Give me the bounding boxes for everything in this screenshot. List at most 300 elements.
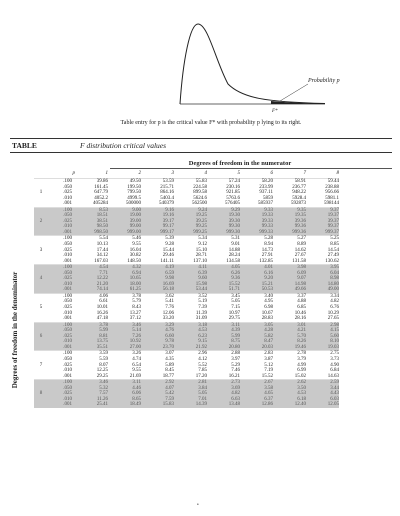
value-cell: 10.65 (108, 276, 141, 282)
value-cell: 3.97 (231, 356, 240, 362)
value-cell: 31.09 (195, 316, 207, 322)
column-header-8: 8 (336, 171, 339, 176)
value-cell: 15.52 (261, 373, 273, 379)
denominator-df-cell: 2 (34, 219, 48, 225)
value-cell: 6.54 (132, 362, 141, 368)
value-cell: 5624.6 (193, 195, 207, 201)
value-cell: 3.18 (174, 322, 207, 328)
p-cell: .025 (63, 247, 72, 253)
value-cell: 98.50 (75, 224, 108, 230)
value-cell: 5.31 (207, 236, 240, 242)
value-cell: 17.20 (195, 373, 207, 379)
p-cell: .001 (48, 345, 75, 351)
value-cell: 7.19 (264, 368, 273, 374)
denominator-df-cell: 3 (39, 247, 43, 253)
value-cell: 3.44 (306, 386, 339, 392)
value-cell: 230.16 (226, 184, 240, 190)
p-cell: .025 (48, 219, 75, 225)
df-header-cell (34, 169, 48, 179)
value-cell: 99.17 (141, 224, 174, 230)
value-cell: 6.37 (240, 397, 273, 403)
value-cell: 39.37 (306, 219, 339, 225)
value-cell: 28.16 (294, 316, 306, 322)
value-cell: 4.53 (174, 328, 207, 334)
p-cell: .001 (63, 373, 72, 379)
value-cell: 28.71 (195, 253, 207, 259)
value-cell: 21.69 (129, 373, 141, 379)
value-cell: 2.78 (273, 351, 306, 357)
value-cell: 134.58 (226, 258, 240, 264)
value-cell: 5763.6 (226, 195, 240, 201)
value-cell: 4052.2 (94, 195, 108, 201)
value-cell: 2.83 (240, 351, 273, 357)
value-cell: 8.85 (330, 242, 339, 248)
value-cell: 9.35 (273, 207, 306, 213)
value-cell: 9.36 (207, 276, 240, 282)
value-cell: 161.45 (94, 184, 108, 190)
value-cell: 58.20 (240, 179, 273, 185)
value-cell: 6.84 (330, 368, 339, 374)
value-cell: 3.45 (207, 293, 240, 299)
value-cell: 540379 (159, 201, 174, 207)
value-cell: 937.11 (259, 190, 273, 196)
value-cell: 8.53 (75, 207, 108, 213)
value-cell: 19.30 (207, 213, 240, 219)
value-cell: 4.95 (264, 299, 273, 305)
value-cell: 7.15 (231, 305, 240, 311)
value-cell: 13.48 (207, 402, 240, 408)
value-cell: 4.76 (141, 328, 174, 334)
value-cell: 61.25 (108, 287, 141, 293)
value-cell: 19.37 (306, 213, 339, 219)
value-cell: 12.06 (162, 310, 174, 316)
value-cell: 99.25 (174, 224, 207, 230)
value-cell: 5.27 (273, 236, 306, 242)
value-cell: 39.33 (240, 219, 273, 225)
value-cell: 10.97 (228, 310, 240, 316)
value-cell: 6.61 (99, 299, 108, 305)
value-cell: 956.66 (325, 190, 339, 196)
value-cell: 19.16 (141, 213, 174, 219)
column-header-2: 2 (138, 171, 141, 176)
value-cell: 5.41 (165, 299, 174, 305)
value-cell: 47.18 (96, 316, 108, 322)
value-cell: 3.46 (108, 322, 141, 328)
value-cell: 8.75 (207, 339, 240, 345)
table-caption: Table entry for p is the critical value F* with probability p lying to its right. (120, 120, 302, 126)
value-cell: 5.28 (240, 236, 273, 242)
p-cell: .100 (48, 322, 75, 328)
value-cell: 12.22 (75, 276, 108, 282)
value-cell: 9.07 (273, 276, 306, 282)
value-cell: 5.54 (75, 236, 108, 242)
value-cell: 39.36 (273, 219, 306, 225)
value-cell: 3.11 (108, 380, 141, 386)
p-cell: .001 (63, 316, 72, 322)
value-cell: 21.20 (75, 282, 108, 288)
header-rule (10, 152, 392, 153)
value-cell: 6.16 (240, 271, 273, 277)
value-cell: 4.12 (198, 356, 207, 362)
value-cell: 11.39 (195, 310, 207, 316)
p-cell: .100 (48, 236, 75, 242)
value-cell: 14.80 (306, 282, 339, 288)
value-cell: 39.30 (207, 219, 240, 225)
value-cell: 28.83 (261, 316, 273, 322)
value-cell: 2.96 (174, 351, 207, 357)
value-cell: 4.01 (240, 265, 273, 271)
value-cell: 999.00 (108, 230, 141, 236)
value-cell: 3.37 (273, 293, 306, 299)
value-cell: 53.44 (174, 287, 207, 293)
p-cell: .010 (63, 310, 72, 316)
p-cell: .025 (48, 391, 75, 397)
value-cell: 4.43 (306, 391, 339, 397)
p-cell: .010 (63, 253, 72, 259)
value-cell: 4.07 (141, 386, 174, 392)
value-cell: 29.25 (96, 373, 108, 379)
p-cell: .100 (48, 351, 75, 357)
value-cell: 5.42 (141, 391, 174, 397)
value-cell: 18.00 (108, 282, 141, 288)
value-cell: 27.91 (261, 253, 273, 259)
value-cell: 500000 (126, 201, 141, 207)
value-cell: 8.07 (99, 362, 108, 368)
p-cell: .100 (48, 265, 75, 271)
value-cell: 9.33 (240, 207, 273, 213)
value-cell: 4.65 (240, 391, 273, 397)
density-curve (180, 24, 325, 104)
value-cell: 3.62 (141, 293, 174, 299)
value-cell: 238.88 (325, 184, 339, 190)
p-cell: .001 (63, 258, 72, 264)
value-cell: 14.88 (228, 247, 240, 253)
p-cell: .025 (63, 362, 72, 368)
value-cell: 12.86 (240, 402, 273, 408)
value-cell: 8.98 (306, 276, 339, 282)
value-cell: 5.99 (75, 328, 108, 334)
value-cell: 5.46 (108, 236, 141, 242)
p-cell: .010 (63, 195, 72, 201)
value-cell: 5859 (263, 195, 273, 201)
value-cell: 2.81 (174, 380, 207, 386)
value-cell: 6.63 (207, 397, 240, 403)
value-cell: 5.29 (231, 362, 240, 368)
p-cell: .025 (63, 305, 72, 311)
value-cell: 4.99 (297, 362, 306, 368)
value-cell: 6.59 (141, 271, 174, 277)
value-cell: 899.58 (193, 190, 207, 196)
value-cell: 5.12 (264, 362, 273, 368)
value-cell: 5.52 (198, 362, 207, 368)
p-cell: .050 (48, 271, 75, 277)
value-cell: 16.21 (228, 373, 240, 379)
value-cell: 131.58 (292, 258, 306, 264)
value-cell: 148.50 (127, 258, 141, 264)
value-cell: 37.12 (129, 316, 141, 322)
value-cell: 49.00 (306, 287, 339, 293)
value-cell: 4.39 (207, 328, 240, 334)
value-cell: 3.87 (264, 356, 273, 362)
value-cell: 4.05 (207, 265, 240, 271)
value-cell: 2.75 (306, 351, 339, 357)
value-cell: 3.34 (306, 293, 339, 299)
p-cell: .010 (48, 339, 75, 345)
value-cell: 5.89 (165, 362, 174, 368)
value-cell: 5.82 (240, 334, 273, 340)
value-cell: 7.01 (174, 397, 207, 403)
column-header-4: 4 (204, 171, 207, 176)
value-cell: 9.29 (207, 207, 240, 213)
value-cell: 3.52 (174, 293, 207, 299)
value-cell: 4.90 (330, 362, 339, 368)
top-rule (10, 138, 392, 139)
p-cell: .050 (63, 184, 72, 190)
value-cell: 19.03 (306, 345, 339, 351)
value-cell: 4999.5 (127, 195, 141, 201)
value-cell: 14.63 (327, 373, 339, 379)
denominator-df-title: Degrees of freedom in the denominator (11, 271, 19, 389)
value-cell: 3.11 (207, 322, 240, 328)
value-cell: 5981.1 (325, 195, 339, 201)
value-cell: 15.52 (207, 282, 240, 288)
value-cell: 56.18 (141, 287, 174, 293)
value-cell: 2.92 (141, 380, 174, 386)
value-cell: 7.76 (165, 305, 174, 311)
value-cell: 5.14 (108, 328, 141, 334)
value-cell: 598144 (324, 201, 339, 207)
value-cell: 9.55 (132, 242, 141, 248)
value-cell: 10.67 (261, 310, 273, 316)
value-cell: 3.95 (306, 265, 339, 271)
value-cell: 4.82 (330, 299, 339, 305)
value-cell: 6.09 (273, 271, 306, 277)
value-cell: 18.49 (108, 402, 141, 408)
value-cell: 576405 (225, 201, 240, 207)
value-cell: 39.00 (108, 219, 141, 225)
value-cell: 405284 (93, 201, 108, 207)
value-cell: 3.05 (240, 322, 273, 328)
value-cell: 6.60 (141, 334, 174, 340)
column-header-6: 6 (270, 171, 273, 176)
value-cell: 3.59 (75, 351, 108, 357)
value-cell: 99.37 (306, 224, 339, 230)
value-cell: 999.36 (273, 230, 306, 236)
value-cell: 10.92 (108, 339, 141, 345)
p-cell: .001 (48, 402, 75, 408)
value-cell: 6.06 (108, 391, 141, 397)
p-cell: .100 (48, 207, 75, 213)
f-critical-values-table (34, 169, 339, 408)
value-cell: 4.11 (174, 265, 207, 271)
value-cell: 39.17 (141, 219, 174, 225)
value-cell: 2.59 (306, 380, 339, 386)
value-cell: 4.06 (75, 293, 108, 299)
value-cell: 5.39 (141, 236, 174, 242)
value-cell: 35.51 (75, 345, 108, 351)
value-cell: 11.26 (75, 397, 108, 403)
value-cell: 18.51 (75, 213, 108, 219)
value-cell: 57.24 (207, 179, 240, 185)
value-cell: 8.89 (297, 242, 306, 248)
value-cell: 14.39 (174, 402, 207, 408)
value-cell: 39.86 (75, 179, 108, 185)
value-cell: 5.99 (207, 334, 240, 340)
value-cell: 141.11 (160, 258, 174, 264)
value-cell: 5.05 (231, 299, 240, 305)
p-cell: .050 (48, 386, 75, 392)
value-cell: 799.50 (127, 190, 141, 196)
value-cell: 53.59 (141, 179, 174, 185)
value-cell: 49.66 (273, 287, 306, 293)
value-cell: 12.25 (96, 368, 108, 374)
page-mark: • (197, 503, 199, 508)
value-cell: 2.73 (207, 380, 240, 386)
p-cell: .100 (48, 293, 75, 299)
value-cell: 15.98 (174, 282, 207, 288)
p-cell: .025 (48, 334, 75, 340)
value-cell: 34.12 (96, 253, 108, 259)
value-cell: 23.70 (141, 345, 174, 351)
value-cell: 3.98 (273, 265, 306, 271)
value-cell: 19.25 (174, 213, 207, 219)
value-cell: 6.03 (306, 397, 339, 403)
value-cell: 10.46 (294, 310, 306, 316)
value-cell: 18.77 (162, 373, 174, 379)
value-cell: 864.16 (160, 190, 174, 196)
value-cell: 9.16 (141, 207, 174, 213)
value-cell: 3.69 (207, 386, 240, 392)
value-cell: 2.88 (207, 351, 240, 357)
value-cell: 8.94 (264, 242, 273, 248)
denominator-df-cell (34, 402, 48, 408)
value-cell: 20.03 (240, 345, 273, 351)
value-cell: 8.47 (240, 339, 273, 345)
value-cell: 8.43 (132, 305, 141, 311)
value-cell: 3.78 (75, 322, 108, 328)
value-cell: 647.79 (94, 190, 108, 196)
value-cell: 921.85 (226, 190, 240, 196)
p-cell: .050 (48, 213, 75, 219)
value-cell: 7.85 (198, 368, 207, 374)
denominator-df-cell: 4 (34, 276, 48, 282)
value-cell: 99.30 (207, 224, 240, 230)
denominator-df-cell: 8 (34, 391, 48, 397)
value-cell: 4.21 (273, 328, 306, 334)
value-cell: 3.79 (297, 356, 306, 362)
value-cell: 9.15 (174, 339, 207, 345)
value-cell: 3.26 (108, 351, 141, 357)
value-cell: 6.99 (297, 368, 306, 374)
value-cell: 5.32 (75, 386, 108, 392)
value-cell: 236.77 (292, 184, 306, 190)
value-cell: 8.10 (306, 339, 339, 345)
value-cell: 51.71 (207, 287, 240, 293)
value-cell: 6.18 (273, 397, 306, 403)
value-cell: 99.00 (108, 224, 141, 230)
value-cell: 3.73 (330, 356, 339, 362)
value-cell: 6.26 (207, 271, 240, 277)
value-cell: 5.05 (174, 391, 207, 397)
value-cell: 3.40 (240, 293, 273, 299)
value-cell: 137.10 (193, 258, 207, 264)
p-cell: .010 (48, 397, 75, 403)
value-cell: 39.25 (174, 219, 207, 225)
value-cell: 10.29 (327, 310, 339, 316)
value-cell: 9.37 (306, 207, 339, 213)
value-cell: 6.76 (330, 305, 339, 311)
value-cell: 585937 (258, 201, 273, 207)
value-cell: 4.15 (306, 328, 339, 334)
numerator-df-title: Degrees of freedom in the numerator (188, 160, 292, 167)
value-cell: 167.03 (94, 258, 108, 264)
value-cell: 29.46 (162, 253, 174, 259)
p-cell: .001 (48, 287, 75, 293)
value-cell: 9.78 (141, 339, 174, 345)
value-cell: 5.34 (174, 236, 207, 242)
table-label: TABLE (12, 141, 37, 150)
value-cell: 15.21 (240, 282, 273, 288)
value-cell: 5.79 (132, 299, 141, 305)
value-cell: 4.88 (297, 299, 306, 305)
value-cell: 9.12 (198, 242, 207, 248)
p-header: p (72, 171, 75, 176)
value-cell: 25.41 (75, 402, 108, 408)
value-cell: 5.60 (306, 334, 339, 340)
value-cell: 6.85 (297, 305, 306, 311)
value-cell: 224.58 (193, 184, 207, 190)
value-cell: 14.98 (273, 282, 306, 288)
value-cell: 2.62 (273, 380, 306, 386)
p-cell: .050 (48, 328, 75, 334)
column-header-row (34, 169, 339, 179)
value-cell: 14.54 (327, 247, 339, 253)
value-cell: 4.28 (240, 328, 273, 334)
value-cell: 3.50 (273, 386, 306, 392)
value-cell: 15.10 (195, 247, 207, 253)
column-header-5: 5 (237, 171, 240, 176)
value-cell: 50.53 (240, 287, 273, 293)
value-cell: 16.69 (141, 282, 174, 288)
denominator-df-cell: 6 (34, 334, 48, 340)
value-cell: 30.82 (129, 253, 141, 259)
value-cell: 19.46 (273, 345, 306, 351)
value-cell: 28.24 (228, 253, 240, 259)
value-cell: 7.26 (108, 334, 141, 340)
value-cell: 10.01 (96, 305, 108, 311)
value-cell: 58.91 (273, 179, 306, 185)
value-cell: 9.24 (174, 207, 207, 213)
value-cell: 4.46 (108, 386, 141, 392)
value-cell: 3.58 (240, 386, 273, 392)
value-cell: 27.49 (327, 253, 339, 259)
value-cell: 4.82 (207, 391, 240, 397)
value-cell: 8.45 (165, 368, 174, 374)
value-cell: 15.83 (141, 402, 174, 408)
value-cell: 3.84 (174, 386, 207, 392)
value-cell: 199.50 (127, 184, 141, 190)
value-cell: 8.26 (273, 339, 306, 345)
value-cell: 592873 (291, 201, 306, 207)
value-cell: 4.53 (273, 391, 306, 397)
value-cell: 14.62 (294, 247, 306, 253)
value-cell: 14.73 (261, 247, 273, 253)
value-cell: 562500 (192, 201, 207, 207)
value-cell: 132.85 (259, 258, 273, 264)
table-subtitle: F distribution critical values (80, 141, 167, 150)
value-cell: 13.27 (129, 310, 141, 316)
value-cell: 19.35 (273, 213, 306, 219)
